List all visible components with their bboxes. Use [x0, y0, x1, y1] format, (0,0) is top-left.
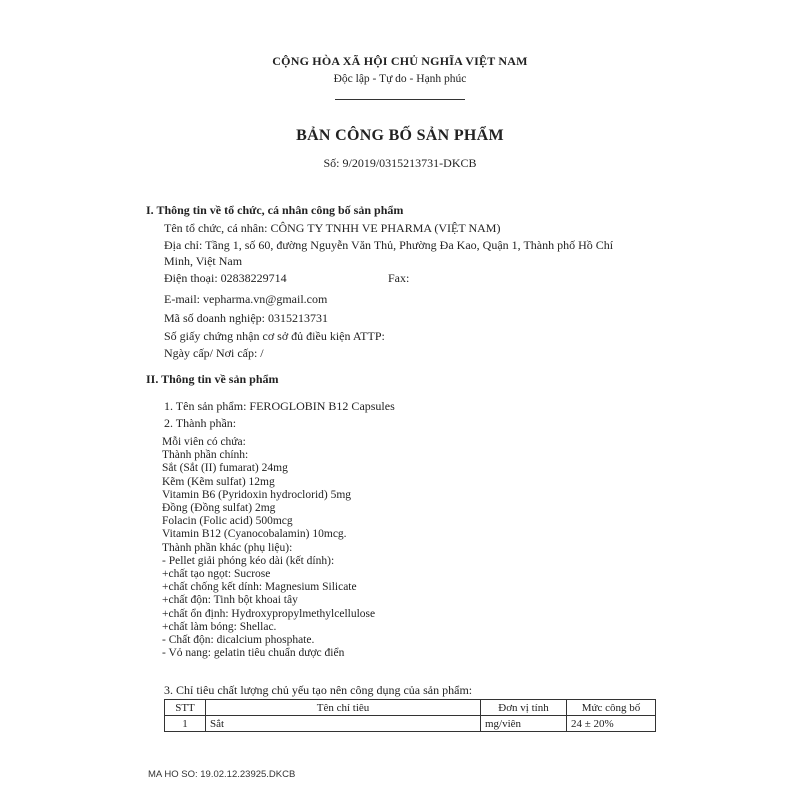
address-line-2: Minh, Việt Nam	[164, 254, 243, 268]
list-item: Sắt (Sắt (II) fumarat) 24mg	[162, 462, 288, 475]
list-item: Thành phần khác (phụ liệu):	[162, 541, 293, 554]
document-number: Số: 9/2019/0315213731-DKCB	[323, 156, 477, 170]
list-item: +chất tạo ngọt: Sucrose	[162, 568, 271, 581]
table-cell: 1	[165, 716, 206, 732]
composition-list	[162, 436, 375, 660]
document-title: BẢN CÔNG BỐ SẢN PHẨM	[296, 127, 504, 144]
col-header-level: Mức công bố	[567, 700, 656, 716]
list-item: - Vỏ nang: gelatin tiêu chuẩn dược điển	[162, 647, 345, 660]
email: E-mail: vepharma.vn@gmail.com	[164, 292, 328, 306]
fax: Fax:	[388, 271, 410, 285]
business-code: Mã số doanh nghiệp: 0315213731	[164, 311, 328, 325]
list-item: +chất ổn định: Hydroxypropylmethylcellulose	[162, 607, 376, 620]
list-item: Vitamin B6 (Pyridoxin hydroclorid) 5mg	[162, 488, 352, 501]
col-header-stt: STT	[165, 700, 206, 716]
composition-label: 2. Thành phần:	[164, 416, 237, 430]
list-item: Folacin (Folic acid) 500mcg	[162, 515, 293, 528]
section-1-title: I. Thông tin về tổ chức, cá nhân công bố sản phẩm	[146, 203, 404, 217]
list-item: - Pellet giải phóng kéo dài (kết dính):	[162, 554, 335, 567]
issue-info: Ngày cấp/ Nơi cấp: /	[164, 346, 264, 360]
col-header-criterion: Tên chỉ tiêu	[206, 700, 481, 716]
col-header-unit: Đơn vị tính	[481, 700, 567, 716]
list-item: - Chất độn: dicalcium phosphate.	[162, 634, 315, 647]
file-code: MA HO SO: 19.02.12.23925.DKCB	[148, 769, 296, 780]
table-cell: mg/viên	[481, 716, 567, 732]
list-item: +chất làm bóng: Shellac.	[162, 620, 277, 633]
list-item: Kẽm (Kẽm sulfat) 12mg	[162, 475, 275, 488]
nation-heading: CỘNG HÒA XÃ HỘI CHỦ NGHĨA VIỆT NAM	[272, 54, 528, 68]
section-2-title: II. Thông tin về sản phẩm	[146, 372, 279, 386]
table-cell: 24 ± 20%	[567, 716, 656, 732]
product-name: 1. Tên sản phẩm: FEROGLOBIN B12 Capsules	[164, 399, 395, 413]
atp-cert: Số giấy chứng nhận cơ sở đủ điều kiện ATTP:	[164, 329, 385, 343]
org-name: Tên tổ chức, cá nhân: CÔNG TY TNHH VE PHARMA (VIỆT NAM)	[164, 221, 501, 235]
list-item: +chất độn: Tinh bột khoai tây	[162, 594, 298, 607]
motto: Độc lập - Tự do - Hạnh phúc	[333, 73, 467, 85]
list-item: +chất chống kết dính: Magnesium Silicate	[162, 581, 357, 594]
table-header-row	[165, 700, 656, 716]
list-item: Thành phần chính:	[162, 449, 249, 462]
quality-table	[164, 699, 656, 732]
phone: Điện thoại: 02838229714	[164, 271, 287, 285]
divider	[335, 99, 465, 100]
list-item: Mỗi viên có chứa:	[162, 436, 246, 448]
address-line-1: Địa chỉ: Tầng 1, số 60, đường Nguyễn Văn Thủ, Phường Đa Kao, Quận 1, Thành phố Hồ Chí	[164, 238, 614, 252]
table-row	[165, 716, 656, 732]
quality-label: 3. Chỉ tiêu chất lượng chủ yếu tạo nên công dụng của sản phẩm:	[164, 683, 473, 697]
list-item: Đồng (Đồng sulfat) 2mg	[162, 502, 276, 515]
table-cell: Sắt	[206, 716, 481, 732]
list-item: Vitamin B12 (Cyanocobalamin) 10mcg.	[162, 528, 347, 541]
